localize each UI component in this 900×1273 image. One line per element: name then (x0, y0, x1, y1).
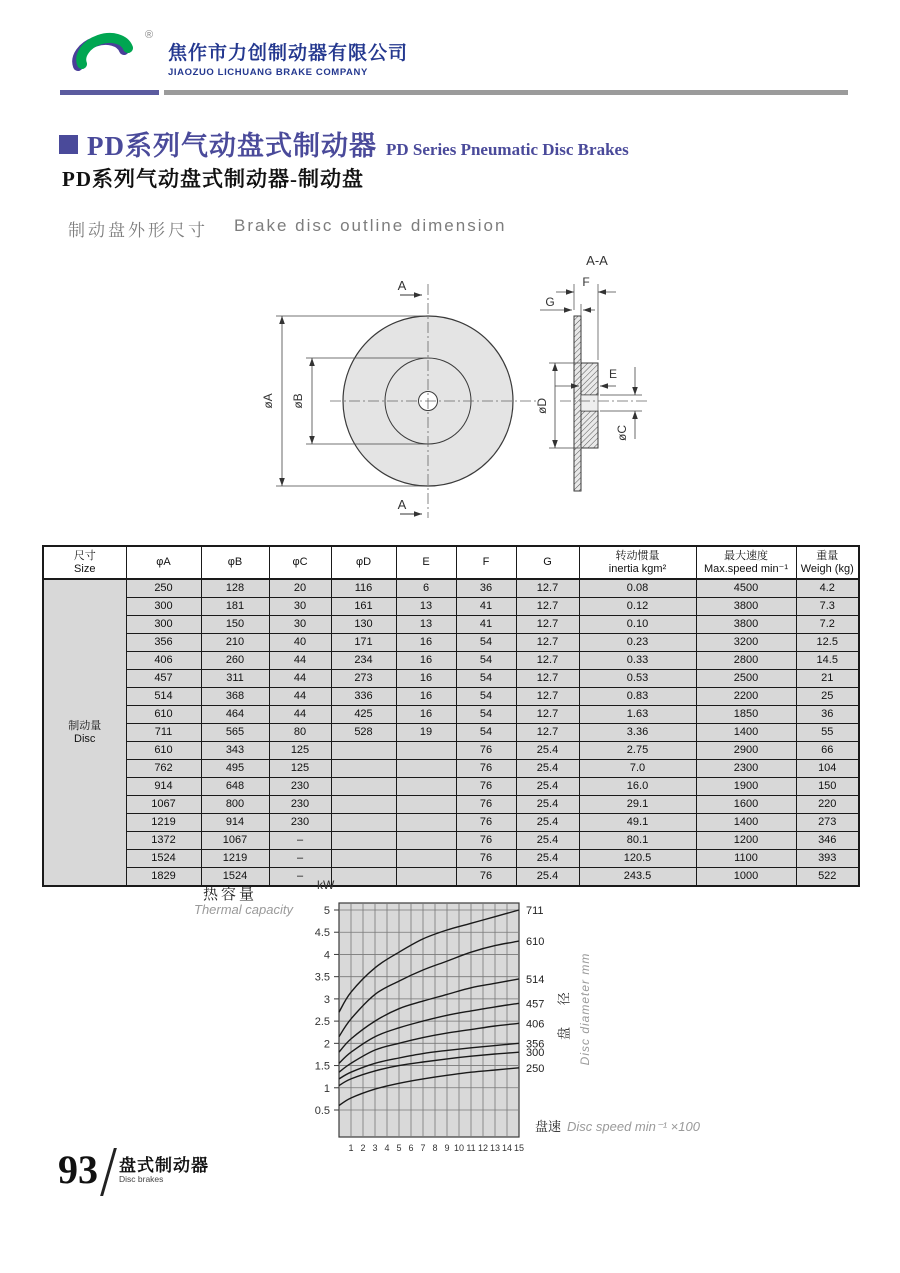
col-header-size (43, 546, 126, 579)
table-cell: 12.7 (516, 634, 579, 652)
y-tick-label: 4 (323, 949, 330, 962)
table-row (43, 814, 859, 832)
table-cell: 130 (331, 616, 396, 634)
table-row (43, 706, 859, 724)
dim-label-F: F (582, 275, 590, 289)
table-cell (396, 760, 456, 778)
brake-disc-drawing (250, 248, 670, 540)
table-cell: 425 (331, 706, 396, 724)
table-cell: 12.7 (516, 706, 579, 724)
footer-slash (100, 1148, 117, 1196)
x-tick-label: 15 (513, 1143, 525, 1153)
col-header-G: G (516, 546, 579, 579)
table-cell: 12.7 (516, 670, 579, 688)
logo-swirl-icon (52, 24, 164, 88)
table-cell: 648 (201, 778, 269, 796)
table-cell: 171 (331, 634, 396, 652)
table-cell: 76 (456, 832, 516, 850)
table-cell: 234 (331, 652, 396, 670)
title-bullet-square (59, 135, 78, 154)
section-title-en: Brake disc outline dimension (234, 216, 507, 235)
table-cell: 1100 (696, 850, 796, 868)
table-row (43, 670, 859, 688)
table-cell: 44 (269, 706, 331, 724)
curve-label: 406 (526, 1018, 545, 1031)
table-cell: 29.1 (579, 796, 696, 814)
col-header-phiA: φA (126, 546, 201, 579)
table-cell: 44 (269, 652, 331, 670)
table-cell: 220 (796, 796, 859, 814)
table-cell: 25.4 (516, 796, 579, 814)
table-cell: 210 (201, 634, 269, 652)
table-cell: 12.7 (516, 598, 579, 616)
cut-label-a-bottom: A (397, 497, 407, 512)
company-name-cn: 焦作市力创制动器有限公司 (168, 43, 409, 64)
table-cell: 161 (331, 598, 396, 616)
table-cell: 25 (796, 688, 859, 706)
table-cell: 76 (456, 850, 516, 868)
page-title (59, 124, 629, 163)
footer-category-en: Disc brakes (119, 1174, 164, 1184)
table-cell: 12.7 (516, 724, 579, 742)
table-cell: 2500 (696, 670, 796, 688)
table-cell: 76 (456, 796, 516, 814)
cut-label-a-top: A (397, 278, 407, 293)
table-cell: 2.75 (579, 742, 696, 760)
table-cell: 0.10 (579, 616, 696, 634)
curve-label: 356 (526, 1038, 545, 1051)
table-cell: 30 (269, 598, 331, 616)
table-cell: 610 (126, 742, 201, 760)
table-cell: 565 (201, 724, 269, 742)
table-cell (396, 742, 456, 760)
table-cell: 54 (456, 652, 516, 670)
col-header-speed-en: Max.speed min⁻¹ (703, 562, 789, 575)
table-cell: 610 (126, 706, 201, 724)
table-cell: 76 (456, 778, 516, 796)
table-cell: – (269, 868, 331, 887)
table-cell (331, 778, 396, 796)
curve-label: 711 (526, 905, 544, 917)
table-cell: 36 (796, 706, 859, 724)
table-cell: 13 (396, 616, 456, 634)
table-cell (331, 760, 396, 778)
table-cell: 30 (269, 616, 331, 634)
dim-label-E: E (608, 367, 618, 381)
table-cell: 49.1 (579, 814, 696, 832)
table-cell: 13 (396, 598, 456, 616)
x-tick-label: 4 (384, 1143, 390, 1153)
x-tick-label: 6 (408, 1143, 414, 1153)
table-cell: 260 (201, 652, 269, 670)
section-title-cn: 制动盘外形尺寸 (68, 221, 208, 240)
curve-label: 250 (526, 1062, 545, 1075)
x-tick-label: 9 (444, 1143, 450, 1153)
table-cell: 40 (269, 634, 331, 652)
table-cell: 273 (331, 670, 396, 688)
table-cell: 7.0 (579, 760, 696, 778)
table-cell: 125 (269, 742, 331, 760)
table-cell: 1850 (696, 706, 796, 724)
x-tick-label: 13 (489, 1143, 501, 1153)
table-cell: 181 (201, 598, 269, 616)
table-cell: 711 (126, 724, 201, 742)
table-cell: 3800 (696, 598, 796, 616)
curve-label: 457 (526, 998, 545, 1011)
page-title-cn: PD系列气动盘式制动器 (87, 131, 377, 161)
table-cell: 12.7 (516, 688, 579, 706)
x-tick-label: 14 (501, 1143, 513, 1153)
table-cell: 356 (126, 634, 201, 652)
table-row (43, 598, 859, 616)
footer-category-cn: 盘式制动器 (119, 1156, 209, 1175)
table-cell: 80 (269, 724, 331, 742)
y-axis (315, 905, 339, 1117)
table-row (43, 616, 859, 634)
table-cell: 104 (796, 760, 859, 778)
table-cell: 346 (796, 832, 859, 850)
table-cell: 54 (456, 706, 516, 724)
table-cell: 3200 (696, 634, 796, 652)
section-view-label: A-A (586, 253, 608, 268)
table-cell: 1219 (126, 814, 201, 832)
table-cell: 76 (456, 742, 516, 760)
col-header-weight-en: Weigh (kg) (800, 562, 854, 575)
table-cell: 0.83 (579, 688, 696, 706)
table-cell: 12.5 (796, 634, 859, 652)
page-footer (58, 1148, 209, 1196)
table-cell: 1067 (201, 832, 269, 850)
col-header-weight-cn: 重量 (816, 549, 839, 562)
table-cell: 230 (269, 778, 331, 796)
y-tick-label: 2 (323, 1038, 330, 1051)
table-cell: 125 (269, 760, 331, 778)
table-cell: 41 (456, 616, 516, 634)
table-cell: 800 (201, 796, 269, 814)
table-cell: 0.12 (579, 598, 696, 616)
y-tick-label: 3 (323, 993, 330, 1006)
dim-label-G: G (545, 295, 555, 309)
y-tick-label: 1 (323, 1082, 330, 1095)
table-cell: 1372 (126, 832, 201, 850)
x-tick-label: 1 (348, 1143, 354, 1153)
curve-labels (526, 905, 544, 1075)
table-cell (396, 778, 456, 796)
dimension-table (42, 545, 860, 887)
col-header-phiD: φD (331, 546, 396, 579)
table-cell: 4500 (696, 579, 796, 598)
table-cell: 16 (396, 652, 456, 670)
x-axis (348, 1143, 524, 1153)
table-cell: 1524 (201, 868, 269, 887)
y-tick-label: 3.5 (314, 971, 330, 984)
table-cell: 55 (796, 724, 859, 742)
table-cell: 4.2 (796, 579, 859, 598)
table-cell: 457 (126, 670, 201, 688)
page-subtitle: PD系列气动盘式制动器-制动盘 (62, 167, 364, 191)
table-cell: 44 (269, 688, 331, 706)
table-cell: 54 (456, 634, 516, 652)
table-cell: 0.23 (579, 634, 696, 652)
dim-label-phiA: øA (261, 393, 275, 409)
table-cell (396, 796, 456, 814)
chart-right-label-en: Disc diameter mm (578, 952, 592, 1066)
col-header-phiB: φB (201, 546, 269, 579)
table-cell (396, 814, 456, 832)
page-title-en: PD Series Pneumatic Disc Brakes (386, 140, 629, 159)
col-header-F: F (456, 546, 516, 579)
table-cell: – (269, 832, 331, 850)
table-cell: 3.36 (579, 724, 696, 742)
table-row (43, 724, 859, 742)
table-cell: 2900 (696, 742, 796, 760)
table-cell: 7.3 (796, 598, 859, 616)
table-cell: 25.4 (516, 742, 579, 760)
curve-label: 300 (526, 1047, 545, 1060)
col-header-weight (796, 546, 859, 579)
table-cell: 1829 (126, 868, 201, 887)
table-row (43, 832, 859, 850)
dim-label-phiC: øC (615, 425, 629, 441)
table-cell: 76 (456, 814, 516, 832)
table-cell: 16 (396, 670, 456, 688)
table-cell (331, 796, 396, 814)
table-cell: 343 (201, 742, 269, 760)
table-cell: 25.4 (516, 778, 579, 796)
table-cell: 1.63 (579, 706, 696, 724)
table-cell: 762 (126, 760, 201, 778)
disc-front-view (261, 278, 536, 518)
table-cell: 25.4 (516, 850, 579, 868)
table-row (43, 579, 859, 598)
thermal-capacity-chart (180, 878, 730, 1178)
table-cell: 14.5 (796, 652, 859, 670)
table-cell: 20 (269, 579, 331, 598)
table-cell: 76 (456, 760, 516, 778)
table-cell: 406 (126, 652, 201, 670)
table-row (43, 796, 859, 814)
x-tick-label: 8 (432, 1143, 438, 1153)
table-row (43, 850, 859, 868)
table-row (43, 688, 859, 706)
table-cell: 41 (456, 598, 516, 616)
table-row (43, 760, 859, 778)
table-cell: 25.4 (516, 814, 579, 832)
table-cell: 1219 (201, 850, 269, 868)
col-header-speed-cn: 最大速度 (724, 549, 768, 562)
col-header-inertia-en: inertia kgm² (608, 562, 667, 575)
table-cell: 128 (201, 579, 269, 598)
disc-section-view (535, 253, 650, 491)
table-cell: 2300 (696, 760, 796, 778)
chart-right-label-cn: 盘 径 (556, 983, 572, 1040)
table-cell: 120.5 (579, 850, 696, 868)
table-cell: 76 (456, 868, 516, 887)
company-logo (52, 24, 164, 88)
table-cell: 150 (796, 778, 859, 796)
table-cell (331, 814, 396, 832)
x-tick-label: 11 (466, 1143, 476, 1153)
curve-label: 514 (526, 973, 545, 986)
table-row (43, 634, 859, 652)
table-cell: 368 (201, 688, 269, 706)
chart-title-cn: 热容量 (203, 886, 258, 903)
table-cell (331, 742, 396, 760)
registered-mark: ® (145, 29, 154, 41)
table-cell: 1067 (126, 796, 201, 814)
table-cell: 16 (396, 634, 456, 652)
table-cell: 336 (331, 688, 396, 706)
table-cell: 12.7 (516, 579, 579, 598)
table-cell: 3800 (696, 616, 796, 634)
col-header-speed (696, 546, 796, 579)
table-row (43, 652, 859, 670)
y-tick-label: 2.5 (314, 1016, 330, 1029)
x-tick-label: 7 (420, 1143, 426, 1153)
table-cell: 36 (456, 579, 516, 598)
header-divider (164, 90, 848, 95)
table-cell: 1400 (696, 724, 796, 742)
table-cell: 393 (796, 850, 859, 868)
y-tick-label: 5 (323, 905, 330, 917)
table-cell: 0.08 (579, 579, 696, 598)
table-cell (396, 850, 456, 868)
chart-title-en: Thermal capacity (194, 902, 293, 917)
table-cell: 12.7 (516, 616, 579, 634)
table-cell: 528 (331, 724, 396, 742)
dim-label-phiB: øB (291, 393, 305, 409)
col-header-size-en: Size (74, 562, 96, 575)
table-cell: 495 (201, 760, 269, 778)
table-row (43, 742, 859, 760)
table-cell: 230 (269, 814, 331, 832)
y-tick-label: 0.5 (314, 1105, 330, 1117)
x-tick-label: 2 (360, 1143, 366, 1153)
table-cell: 7.2 (796, 616, 859, 634)
y-tick-label: 4.5 (314, 927, 330, 940)
table-cell: 2200 (696, 688, 796, 706)
table-cell: 19 (396, 724, 456, 742)
table-cell: 25.4 (516, 832, 579, 850)
table-cell: 914 (126, 778, 201, 796)
table-cell: 150 (201, 616, 269, 634)
col-header-inertia-cn: 转动惯量 (615, 549, 660, 562)
x-tick-label: 10 (453, 1143, 465, 1153)
table-cell: 16 (396, 688, 456, 706)
table-cell: 21 (796, 670, 859, 688)
table-row (43, 778, 859, 796)
table-cell: 300 (126, 616, 201, 634)
x-tick-label: 3 (372, 1143, 378, 1153)
table-cell: 243.5 (579, 868, 696, 887)
table-cell: 1400 (696, 814, 796, 832)
table-cell: 16.0 (579, 778, 696, 796)
table-cell: – (269, 850, 331, 868)
table-cell: 273 (796, 814, 859, 832)
table-cell: 54 (456, 724, 516, 742)
table-cell: 54 (456, 670, 516, 688)
table-cell: 44 (269, 670, 331, 688)
chart-y-unit: kW (317, 878, 335, 892)
table-cell: 0.53 (579, 670, 696, 688)
company-name-block (168, 38, 408, 78)
table-cell: 66 (796, 742, 859, 760)
table-cell (331, 832, 396, 850)
table-cell: 1900 (696, 778, 796, 796)
table-cell: 116 (331, 579, 396, 598)
page-number: 93 (58, 1147, 98, 1192)
col-header-size-cn: 尺寸 (73, 549, 96, 562)
table-cell (396, 832, 456, 850)
col-header-E: E (396, 546, 456, 579)
table-cell: 25.4 (516, 868, 579, 887)
curve-label: 610 (526, 936, 545, 949)
table-cell: 311 (201, 670, 269, 688)
table-cell: 80.1 (579, 832, 696, 850)
table-cell: 300 (126, 598, 201, 616)
dim-label-phiD: øD (535, 398, 549, 414)
table-cell (331, 850, 396, 868)
y-tick-label: 1.5 (314, 1060, 330, 1073)
table-cell: 6 (396, 579, 456, 598)
company-name-en: JIAOZUO LICHUANG BRAKE COMPANY (168, 67, 368, 78)
table-cell: 1200 (696, 832, 796, 850)
table-cell: 1524 (126, 850, 201, 868)
x-tick-label: 12 (477, 1143, 489, 1153)
x-axis-caption: 盘速 Disc speed min⁻¹ ×100 (535, 1119, 700, 1134)
table-cell: 1000 (696, 868, 796, 887)
table-cell: 914 (201, 814, 269, 832)
table-header-row (43, 546, 859, 579)
table-cell: 16 (396, 706, 456, 724)
col-header-inertia (579, 546, 696, 579)
x-tick-label: 5 (396, 1143, 402, 1153)
table-cell: 514 (126, 688, 201, 706)
row-group-label: 制动量 Disc (43, 579, 126, 886)
table-cell: 1600 (696, 796, 796, 814)
col-header-phiC: φC (269, 546, 331, 579)
table-cell: 522 (796, 868, 859, 887)
table-cell: 54 (456, 688, 516, 706)
table-cell: 230 (269, 796, 331, 814)
table-cell: 25.4 (516, 760, 579, 778)
table-cell: 464 (201, 706, 269, 724)
table-cell: 0.33 (579, 652, 696, 670)
header-divider-accent (60, 90, 159, 95)
section-title (68, 216, 506, 241)
table-cell: 12.7 (516, 652, 579, 670)
dimension-table-wrap (42, 545, 860, 887)
table-cell: 2800 (696, 652, 796, 670)
table-cell: 250 (126, 579, 201, 598)
